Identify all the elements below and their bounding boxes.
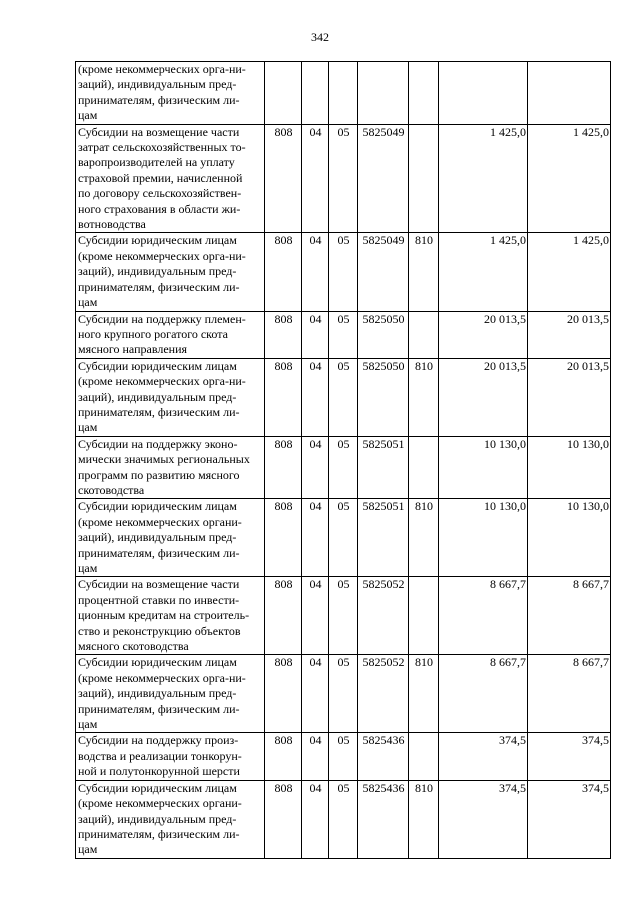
item-name-line: цам: [78, 295, 98, 310]
subsection-code-cell: 05: [329, 358, 358, 436]
item-name-line: заций), индивидуальным пред-: [78, 389, 237, 404]
target-article-cell: 5825436: [358, 733, 409, 780]
expense-type-cell: 810: [409, 358, 439, 436]
item-name-line: (кроме некоммерческих органи-: [78, 796, 242, 811]
target-article-cell: 5825051: [358, 499, 409, 577]
subsection-code-cell: 05: [329, 311, 358, 358]
section-code-cell: 04: [302, 655, 329, 733]
amount-cell: 8 667,7: [439, 577, 528, 655]
item-name-line: водства и реализации тонкорун-: [78, 748, 242, 763]
target-article-cell: 5825051: [358, 436, 409, 499]
subsection-code-cell: [329, 62, 358, 125]
item-name-line: заций), индивидуальным пред-: [78, 530, 237, 545]
item-name-line: программ по развитию мясного: [78, 467, 240, 482]
item-name-line: мически значимых региональных: [78, 452, 250, 467]
item-name-line: (кроме некоммерческих орга-ни-: [78, 670, 246, 685]
ministry-code-cell: 808: [265, 358, 302, 436]
item-name-line: принимателям, физическим ли-: [78, 279, 240, 294]
subsection-code-cell: 05: [329, 577, 358, 655]
item-name-line: Субсидии на поддержку племен-: [78, 311, 246, 326]
subsection-code-cell: 05: [329, 436, 358, 499]
item-name-line: Субсидии юридическим лицам: [78, 233, 237, 248]
amount-cell: 10 130,0: [439, 436, 528, 499]
table-row: [76, 499, 611, 577]
item-name-cell: [76, 436, 265, 499]
ministry-code-cell: 808: [265, 436, 302, 499]
ministry-code-cell: 808: [265, 780, 302, 858]
table-row: [76, 233, 611, 311]
item-name-line: заций), индивидуальным пред-: [78, 686, 237, 701]
ministry-code-cell: 808: [265, 499, 302, 577]
amount-cell: 1 425,0: [439, 124, 528, 233]
subsection-code-cell: 05: [329, 655, 358, 733]
subsection-code-cell: 05: [329, 233, 358, 311]
target-article-cell: 5825049: [358, 124, 409, 233]
amount-cell: 1 425,0: [439, 233, 528, 311]
ministry-code-cell: 808: [265, 655, 302, 733]
amount-cell: 8 667,7: [439, 655, 528, 733]
expense-type-cell: [409, 62, 439, 125]
item-name-line: заций), индивидуальным пред-: [78, 264, 237, 279]
amount-cell: 20 013,5: [528, 358, 611, 436]
ministry-code-cell: 808: [265, 577, 302, 655]
ministry-code-cell: 808: [265, 733, 302, 780]
target-article-cell: [358, 62, 409, 125]
item-name-line: мясного скотоводства: [78, 639, 189, 654]
section-code-cell: 04: [302, 733, 329, 780]
item-name-line: принимателям, физическим ли-: [78, 545, 240, 560]
section-code-cell: 04: [302, 311, 329, 358]
item-name-cell: [76, 62, 265, 125]
section-code-cell: 04: [302, 233, 329, 311]
item-name-line: принимателям, физическим ли-: [78, 826, 240, 841]
amount-cell: 1 425,0: [528, 233, 611, 311]
item-name-line: Субсидии на возмещение части: [78, 124, 240, 139]
expense-type-cell: [409, 124, 439, 233]
amount-cell: 10 130,0: [528, 436, 611, 499]
item-name-cell: [76, 233, 265, 311]
item-name-line: затрат сельскохозяйственных то-: [78, 140, 246, 155]
item-name-line: цам: [78, 842, 98, 857]
section-code-cell: 04: [302, 499, 329, 577]
table-row: [76, 358, 611, 436]
section-code-cell: 04: [302, 780, 329, 858]
ministry-code-cell: 808: [265, 233, 302, 311]
item-name-line: по договору сельскохозяйствен-: [78, 186, 242, 201]
item-name-line: Субсидии юридическим лицам: [78, 780, 237, 795]
table-row: [76, 124, 611, 233]
item-name-line: заций), индивидуальным пред-: [78, 77, 237, 92]
target-article-cell: 5825049: [358, 233, 409, 311]
expense-type-cell: [409, 436, 439, 499]
expense-type-cell: 810: [409, 233, 439, 311]
amount-cell: [439, 62, 528, 125]
target-article-cell: 5825052: [358, 577, 409, 655]
amount-cell: 374,5: [528, 780, 611, 858]
item-name-cell: [76, 124, 265, 233]
amount-cell: [528, 62, 611, 125]
subsection-code-cell: 05: [329, 124, 358, 233]
expense-type-cell: 810: [409, 655, 439, 733]
section-code-cell: 04: [302, 436, 329, 499]
item-name-line: (кроме некоммерческих орга-ни-: [78, 62, 246, 76]
item-name-line: процентной ставки по инвести-: [78, 592, 240, 607]
item-name-line: (кроме некоммерческих органи-: [78, 514, 242, 529]
item-name-line: вотноводства: [78, 217, 146, 232]
item-name-line: скотоводства: [78, 482, 145, 497]
amount-cell: 374,5: [528, 733, 611, 780]
page-number: 342: [311, 30, 329, 44]
item-name-line: Субсидии юридическим лицам: [78, 358, 237, 373]
item-name-line: Субсидии на поддержку эконо-: [78, 436, 238, 451]
amount-cell: 8 667,7: [528, 655, 611, 733]
item-name-line: ство и реконструкцию объектов: [78, 623, 241, 638]
item-name-line: ного страхования в области жи-: [78, 201, 241, 216]
item-name-cell: [76, 577, 265, 655]
section-code-cell: 04: [302, 358, 329, 436]
item-name-cell: [76, 358, 265, 436]
item-name-line: (кроме некоммерческих орга-ни-: [78, 374, 246, 389]
target-article-cell: 5825050: [358, 311, 409, 358]
target-article-cell: 5825436: [358, 780, 409, 858]
item-name-line: ной и полутонкорунной шерсти: [78, 764, 240, 779]
section-code-cell: 04: [302, 124, 329, 233]
expense-type-cell: 810: [409, 780, 439, 858]
table-row: [76, 436, 611, 499]
subsection-code-cell: 05: [329, 733, 358, 780]
amount-cell: 1 425,0: [528, 124, 611, 233]
item-name-line: варопроизводителей на уплату: [78, 155, 235, 170]
item-name-line: принимателям, физическим ли-: [78, 92, 240, 107]
item-name-cell: [76, 499, 265, 577]
amount-cell: 20 013,5: [528, 311, 611, 358]
expense-type-cell: [409, 577, 439, 655]
target-article-cell: 5825050: [358, 358, 409, 436]
item-name-cell: [76, 655, 265, 733]
item-name-line: заций), индивидуальным пред-: [78, 811, 237, 826]
item-name-line: Субсидии на поддержку произ-: [78, 733, 239, 748]
table-row: [76, 733, 611, 780]
table-row: [76, 780, 611, 858]
ministry-code-cell: 808: [265, 311, 302, 358]
item-name-line: мясного направления: [78, 342, 188, 357]
item-name-cell: [76, 311, 265, 358]
item-name-line: Субсидии юридическим лицам: [78, 499, 237, 514]
item-name-line: цам: [78, 108, 98, 123]
table-row: [76, 655, 611, 733]
expense-type-cell: [409, 733, 439, 780]
amount-cell: 374,5: [439, 780, 528, 858]
budget-table: [75, 61, 611, 859]
amount-cell: 10 130,0: [439, 499, 528, 577]
amount-cell: 374,5: [439, 733, 528, 780]
item-name-line: цам: [78, 717, 98, 732]
item-name-line: (кроме некоммерческих орга-ни-: [78, 248, 246, 263]
ministry-code-cell: [265, 62, 302, 125]
item-name-line: ционным кредитам на строитель-: [78, 608, 250, 623]
item-name-line: ного крупного рогатого скота: [78, 326, 228, 341]
amount-cell: 20 013,5: [439, 358, 528, 436]
item-name-line: цам: [78, 420, 98, 435]
item-name-line: принимателям, физическим ли-: [78, 404, 240, 419]
section-code-cell: [302, 62, 329, 125]
item-name-line: принимателям, физическим ли-: [78, 701, 240, 716]
expense-type-cell: 810: [409, 499, 439, 577]
item-name-line: Субсидии на возмещение части: [78, 577, 240, 592]
item-name-line: Субсидии юридическим лицам: [78, 655, 237, 670]
section-code-cell: 04: [302, 577, 329, 655]
item-name-line: цам: [78, 561, 98, 575]
table-row: [76, 62, 611, 125]
subsection-code-cell: 05: [329, 499, 358, 577]
item-name-cell: [76, 733, 265, 780]
subsection-code-cell: 05: [329, 780, 358, 858]
ministry-code-cell: 808: [265, 124, 302, 233]
table-row: [76, 577, 611, 655]
expense-type-cell: [409, 311, 439, 358]
amount-cell: 20 013,5: [439, 311, 528, 358]
item-name-line: страховой премии, начисленной: [78, 170, 243, 185]
target-article-cell: 5825052: [358, 655, 409, 733]
amount-cell: 8 667,7: [528, 577, 611, 655]
table-row: [76, 311, 611, 358]
amount-cell: 10 130,0: [528, 499, 611, 577]
item-name-cell: [76, 780, 265, 858]
